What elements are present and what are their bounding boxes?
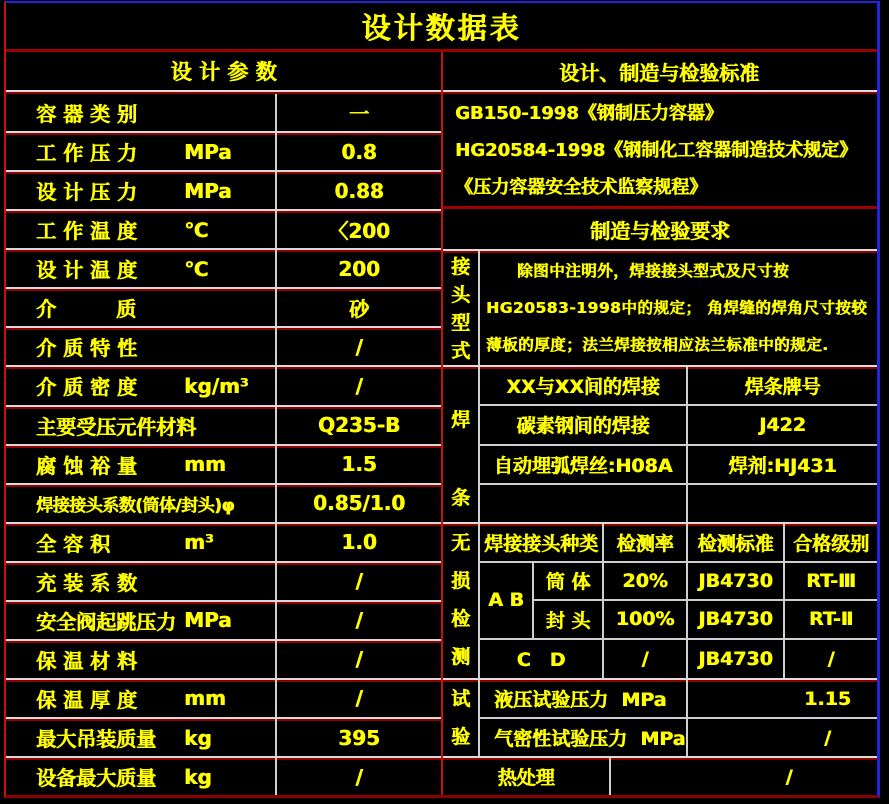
table-frame <box>4 1 880 798</box>
param-label: 保 温 材 料 <box>36 648 137 673</box>
table-row <box>480 719 877 756</box>
table-row <box>6 563 441 602</box>
table-row <box>6 367 441 406</box>
page-title: 设计数据表 <box>6 3 877 52</box>
table-row <box>6 446 441 485</box>
param-value: 〈200 <box>328 219 390 244</box>
param-label: 全 容 积 <box>36 531 110 556</box>
table-row <box>6 719 441 758</box>
param-unit: MPa <box>184 178 232 203</box>
ndt-section <box>443 524 877 680</box>
table-row <box>480 406 877 445</box>
param-label: 安全阀起跳压力 <box>36 609 176 634</box>
table-row <box>6 289 441 328</box>
standard-item: GB150-1998《钢制压力容器》 <box>455 102 723 124</box>
ndt-cell: 20% <box>604 563 688 602</box>
param-value: 395 <box>338 725 380 750</box>
electrode-label: 焊条 <box>443 367 480 522</box>
param-value: / <box>355 569 363 594</box>
param-label: 焊接接头系数(筒体/封头)φ <box>36 495 235 516</box>
param-label: 介 质 密 度 <box>36 375 137 400</box>
table-row <box>480 680 877 719</box>
ndt-label: 无损检测 <box>443 524 480 678</box>
electrode-cell: 自动埋弧焊丝:H08A <box>480 446 688 483</box>
parameter-table <box>6 94 441 795</box>
ndt-cell: JB4730 <box>688 563 785 602</box>
ndt-header: 检测率 <box>604 524 688 563</box>
ndt-cell: / <box>827 647 835 670</box>
ndt-cell: 筒 体 <box>534 563 604 602</box>
ndt-cell: RT-Ⅲ <box>785 563 877 602</box>
test-section <box>443 680 877 758</box>
param-label: 设 计 温 度 <box>36 258 137 283</box>
param-unit: kg <box>184 764 212 789</box>
param-value: / <box>355 647 363 672</box>
heat-treatment-row <box>443 758 877 795</box>
ndt-cell: C D <box>480 640 604 679</box>
electrode-cell: XX与XX间的焊接 <box>480 367 688 404</box>
table-row <box>6 328 441 367</box>
joint-type-note: 除图中注明外，焊接接头型式及尺寸按HG20583-1998中的规定； 角焊缝的焊角尺寸按较薄板的厚度；法兰焊接按相应法兰标准中的规定. <box>486 262 868 354</box>
standard-item: HG20584-1998《钢制化工容器制造技术规定》 <box>455 139 858 161</box>
param-label: 介 质 特 性 <box>36 336 137 361</box>
test-item-value: / <box>824 726 831 749</box>
electrode-cell <box>688 485 877 522</box>
ndt-cell: RT-Ⅱ <box>785 601 877 640</box>
table-row <box>6 602 441 641</box>
ndt-header: 合格级别 <box>785 524 877 563</box>
param-value: 砂 <box>349 297 369 322</box>
param-unit: kg <box>184 725 212 750</box>
param-value: 1.5 <box>341 452 377 477</box>
electrode-section <box>443 367 877 524</box>
param-value: / <box>355 764 363 789</box>
table-row <box>6 172 441 211</box>
ndt-cell: JB4730 <box>688 601 785 640</box>
param-label: 保 温 厚 度 <box>36 687 137 712</box>
joint-type-section <box>443 251 877 367</box>
param-unit: mm <box>184 686 226 711</box>
param-unit: MPa <box>184 608 232 633</box>
electrode-cell: 焊条牌号 <box>744 376 821 399</box>
standard-item: 《压力容器安全技术监察规程》 <box>455 176 707 198</box>
standards-panel <box>443 94 877 795</box>
heat-treatment-value: / <box>785 765 793 788</box>
param-value: 200 <box>338 256 380 281</box>
table-row <box>6 407 441 446</box>
ndt-cell: / <box>604 640 688 679</box>
param-value: 一 <box>349 102 369 127</box>
ndt-header: 检测标准 <box>688 524 785 563</box>
joint-type-label: 接头型式 <box>443 251 480 365</box>
left-header: 设 计 参 数 <box>170 60 277 84</box>
param-value: / <box>355 334 363 359</box>
param-unit: ℃ <box>184 217 209 242</box>
table-row <box>6 250 441 289</box>
ndt-header: 焊接接头种类 <box>480 524 604 563</box>
param-unit: mm <box>184 452 226 477</box>
electrode-cell: 碳素钢间的焊接 <box>480 406 688 443</box>
electrode-cell: 焊剂:HJ431 <box>728 454 837 477</box>
standards-list <box>443 94 877 209</box>
param-unit: kg/m³ <box>184 373 249 398</box>
param-label: 充 装 系 数 <box>36 570 137 595</box>
param-label: 工 作 温 度 <box>36 219 137 244</box>
ndt-joint-group: A B <box>480 563 534 640</box>
param-label: 容 器 类 别 <box>36 102 137 127</box>
test-item-value: 1.15 <box>804 687 851 710</box>
table-row <box>480 367 877 406</box>
param-label: 设 计 压 力 <box>36 180 137 205</box>
table-row <box>6 524 441 563</box>
ndt-cell: 100% <box>604 601 688 640</box>
param-unit: MPa <box>184 139 232 164</box>
param-value: Q235-B <box>317 413 401 438</box>
param-value: / <box>355 608 363 633</box>
right-header: 设计、制造与检验标准 <box>559 60 759 85</box>
param-unit: m³ <box>184 530 214 555</box>
param-value: 0.88 <box>334 178 384 203</box>
param-value: / <box>355 373 363 398</box>
table-row <box>480 485 877 522</box>
param-value: 0.85/1.0 <box>312 491 406 516</box>
heat-treatment-label: 热处理 <box>443 758 611 795</box>
electrode-cell <box>480 485 688 522</box>
ndt-cell: JB4730 <box>688 640 785 679</box>
test-item-label: 气密性试验压力 MPa <box>480 719 688 756</box>
param-value: 0.8 <box>341 139 377 164</box>
param-value: / <box>355 686 363 711</box>
table-row <box>480 446 877 485</box>
table-row <box>6 680 441 719</box>
param-label: 设备最大质量 <box>36 766 156 791</box>
electrode-cell: J422 <box>759 413 806 436</box>
table-row <box>6 758 441 795</box>
table-row <box>6 485 441 524</box>
test-item-label: 液压试验压力 MPa <box>480 680 688 717</box>
param-unit: ℃ <box>184 256 209 281</box>
table-row <box>6 94 441 133</box>
param-value: 1.0 <box>341 530 377 555</box>
ndt-cell: 封 头 <box>534 601 604 640</box>
param-label: 主要受压元件材料 <box>36 414 196 439</box>
requirements-header: 制造与检验要求 <box>443 209 877 251</box>
param-label: 腐 蚀 裕 量 <box>36 453 137 478</box>
table-row <box>6 641 441 680</box>
param-label: 工 作 压 力 <box>36 141 137 166</box>
test-label: 试验 <box>443 680 480 756</box>
param-label: 最大吊装质量 <box>36 727 156 752</box>
table-row <box>6 133 441 172</box>
table-row <box>6 211 441 250</box>
param-label: 介 质 <box>36 297 136 322</box>
